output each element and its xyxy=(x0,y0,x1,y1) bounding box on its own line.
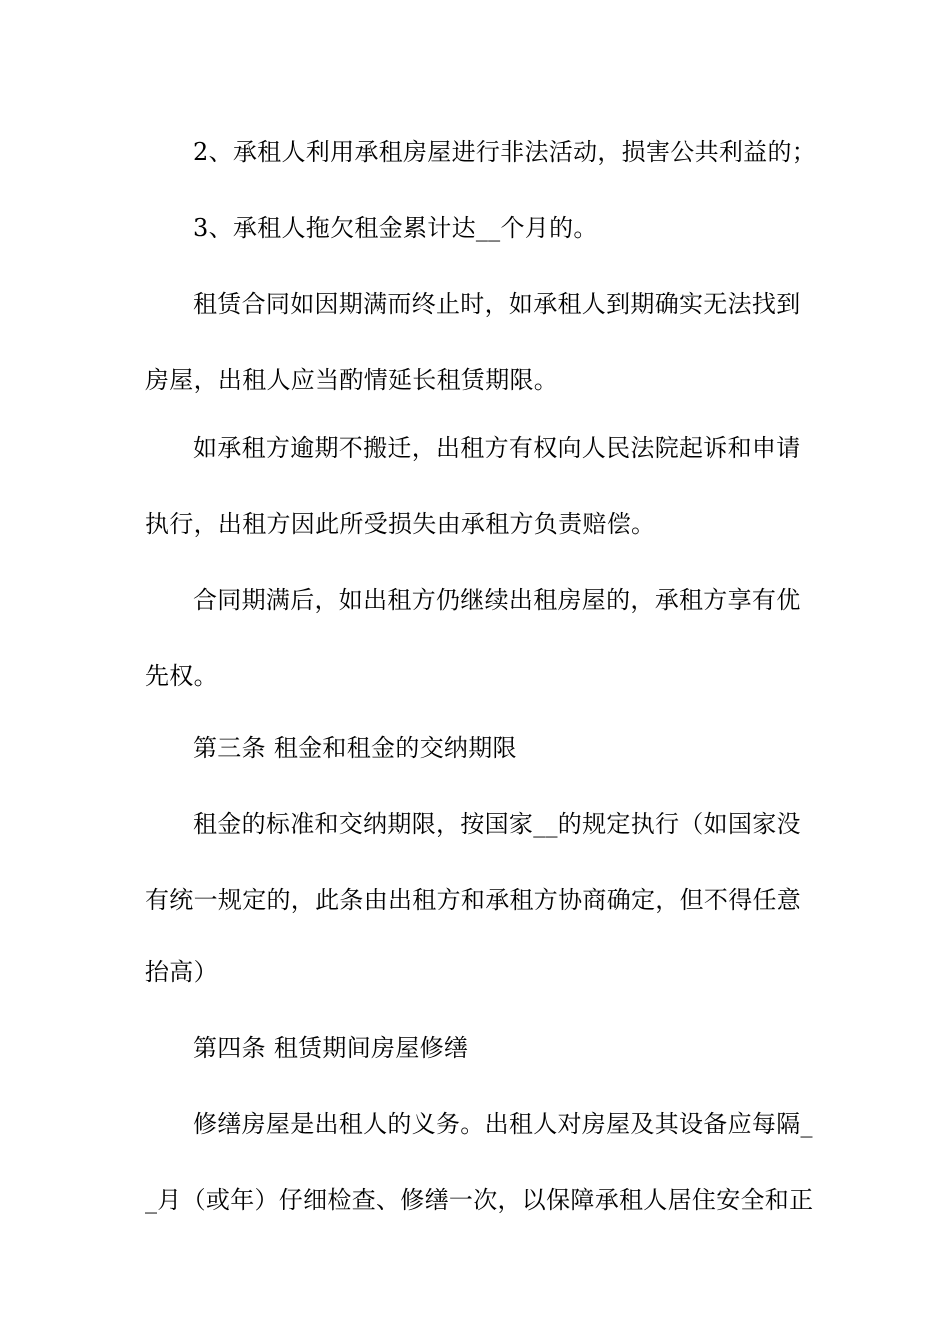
paragraph-line: 执行，出租方因此所受损失由承租方负责赔偿。 xyxy=(145,510,656,538)
paragraph-line: 有统一规定的，此条由出租方和承租方协商确定，但不得任意 xyxy=(145,886,802,914)
paragraph-line: 租赁合同如因期满而终止时，如承租人到期确实无法找到 xyxy=(193,290,801,318)
paragraph-line: 2、承租人利用承租房屋进行非法活动，损害公共利益的； xyxy=(193,138,817,166)
paragraph-line: 3、承租人拖欠租金累计达__个月的。 xyxy=(193,214,598,242)
paragraph-line: _月（或年）仔细检查、修缮一次，以保障承租人居住安全和正 xyxy=(145,1186,814,1214)
paragraph-line: 抬高） xyxy=(145,958,218,986)
paragraph-line: 租金的标准和交纳期限，按国家__的规定执行（如国家没 xyxy=(193,810,801,838)
paragraph-line: 先权。 xyxy=(145,662,218,690)
paragraph-line: 如承租方逾期不搬迁，出租方有权向人民法院起诉和申请 xyxy=(193,434,801,462)
section-heading: 第四条 租赁期间房屋修缮 xyxy=(193,1034,469,1062)
paragraph-line: 修缮房屋是出租人的义务。出租人对房屋及其设备应每隔_ xyxy=(193,1110,813,1138)
paragraph-line: 合同期满后，如出租方仍继续出租房屋的，承租方享有优 xyxy=(193,586,801,614)
section-heading: 第三条 租金和租金的交纳期限 xyxy=(193,734,517,762)
paragraph-line: 房屋，出租人应当酌情延长租赁期限。 xyxy=(145,366,559,394)
